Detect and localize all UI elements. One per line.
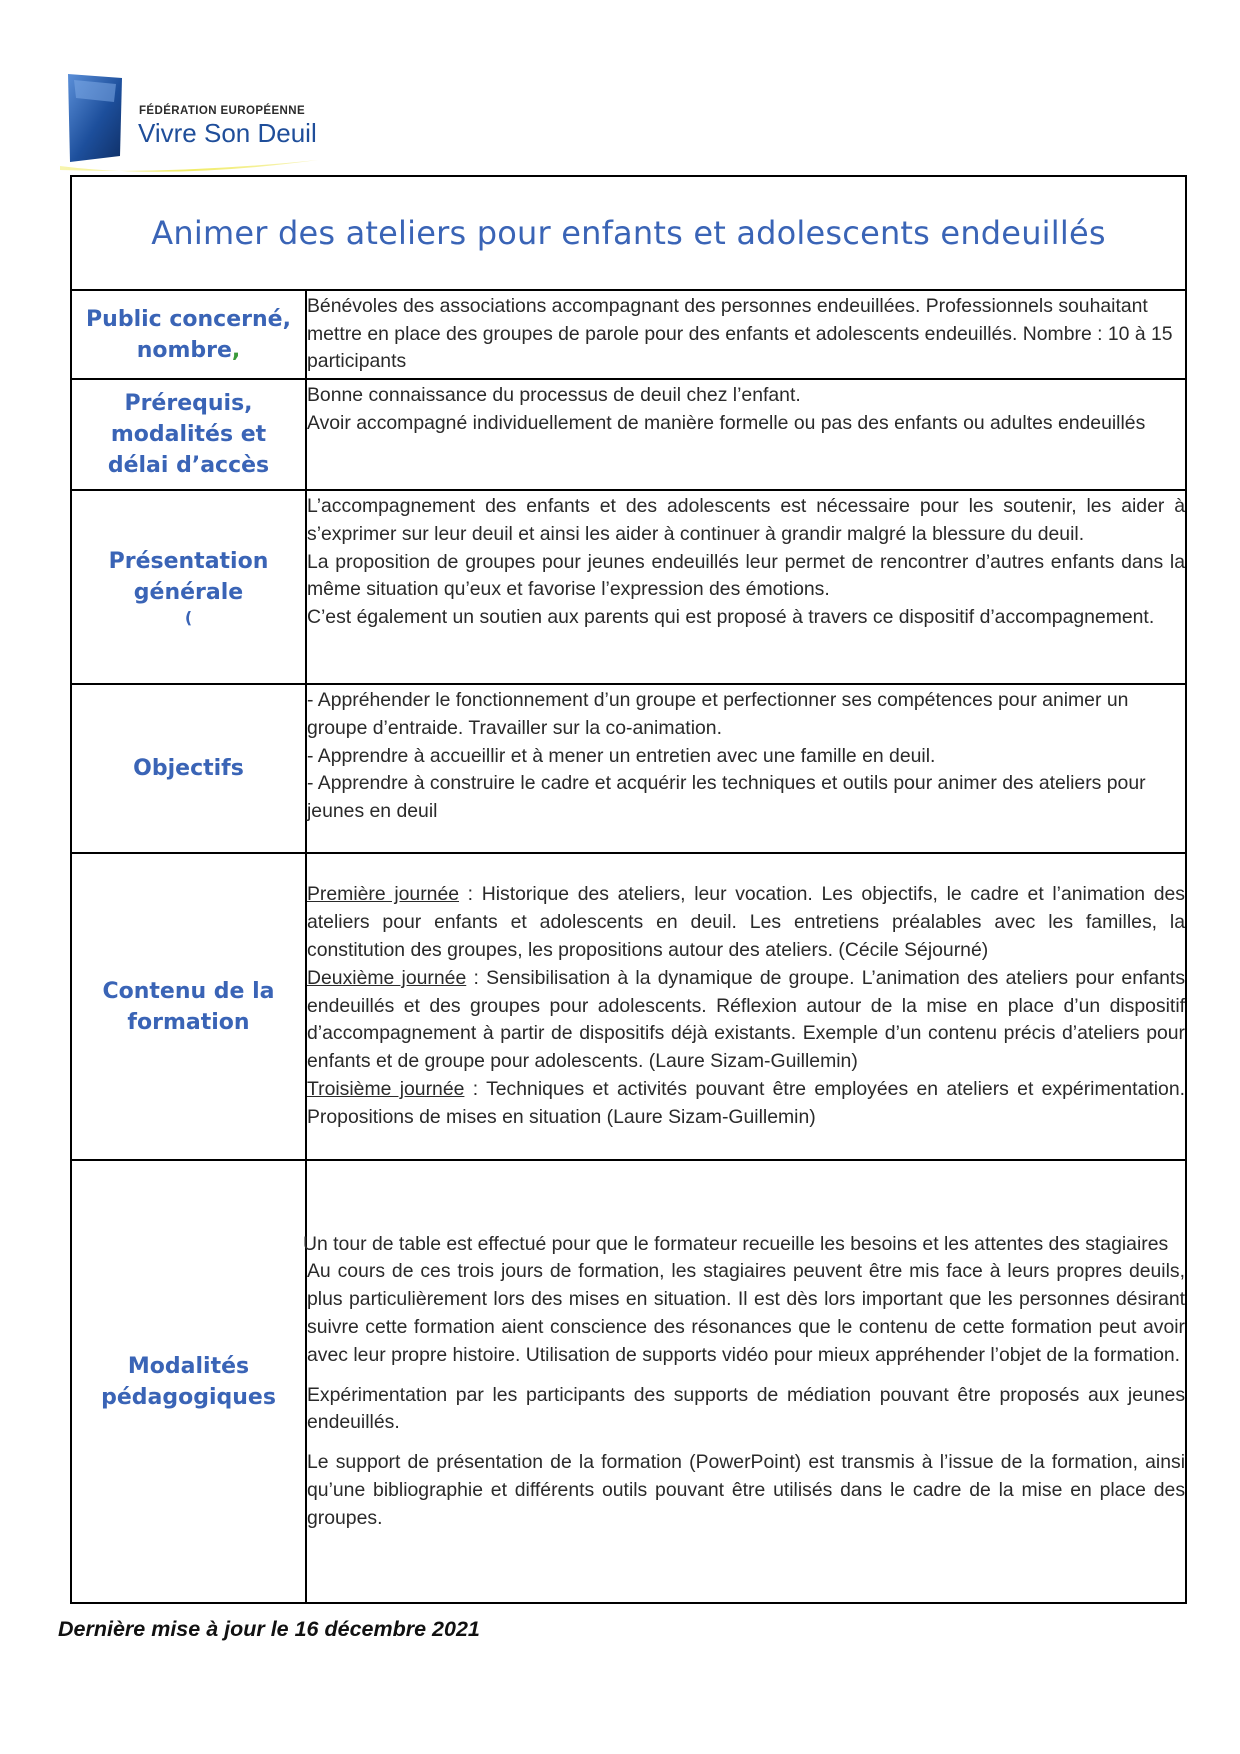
logo-org-text: FÉDÉRATION EUROPÉENNE: [139, 105, 306, 117]
objectif-item-3: - Apprendre à construire le cadre et acquérir les techniques et outils pour animer des ateliers pour jeunes en deuil: [307, 772, 1146, 823]
presentation-para-2: La proposition de groupes pour jeunes endeuillés leur permet de rencontrer d’autres enfants dans la même situation qu’eux et favorise l’expression des émotions.: [307, 550, 1186, 601]
row-text-public: Bénévoles des associations accompagnant des personnes endeuillées. Professionnels souhaitant mettre en place des groupes de parole pour des enfants et adolescents endeuillés. Nombre : 10 à 15 participants: [307, 294, 1173, 373]
presentation-para-1: L’accompagnement des enfants et des adolescents est nécessaire pour les soutenir, les aider à s’exprimer sur leur deuil et ainsi les aider à continuer à grandir malgré la blessure du deuil.: [307, 495, 1186, 545]
modalites-para-3: Expérimentation par les participants des supports de médiation pouvant être proposés aux jeunes endeuillés.: [307, 1383, 1186, 1434]
row-label-modalites: Modalités pédagogiques: [101, 1353, 276, 1410]
page-title: Animer des ateliers pour enfants et adolescents endeuillés: [151, 214, 1106, 252]
row-presentation: [71, 490, 1186, 684]
row-contenu: [71, 853, 1186, 1160]
modalites-para-1: Un tour de table est effectué pour que le formateur recueille les besoins et les attentes des stagiaires: [303, 1232, 1169, 1255]
row-label-public: Public concerné, nombre,: [86, 306, 291, 363]
objectif-item-2: - Apprendre à accueillir et à mener un entretien avec une famille en deuil.: [307, 744, 936, 767]
prerequis-line-2: Avoir accompagné individuellement de manière formelle ou pas des enfants ou adultes endeuillés: [307, 411, 1146, 434]
day-3-title: Troisième journée: [307, 1077, 465, 1100]
row-label-objectifs: Objectifs: [133, 756, 244, 781]
row-public: [71, 290, 1186, 379]
prerequis-line-1: Bonne connaissance du processus de deuil chez l’enfant.: [307, 384, 801, 406]
logo-name-text: Vivre Son Deuil: [138, 118, 317, 148]
organization-logo: [60, 72, 340, 182]
contenu-day-1: Première journée : Historique des ateliers, leur vocation. Les objectifs, le cadre et l’animation des ateliers pour enfants et adolescents en deuil. Les entretiens préalables avec les familles, la constitution des groupes, les propositions autour des ateliers. (Cécile Séjourné): [307, 883, 1186, 961]
row-label-presentation: Présentation générale: [108, 549, 269, 605]
day-2-title: Deuxième journée: [307, 966, 467, 989]
objectif-item-1: - Appréhender le fonctionnement d’un groupe et perfectionner ses compétences pour animer un groupe d’entraide. Travailler sur la co-animation.: [307, 689, 1129, 739]
day-1-title: Première journée: [307, 883, 460, 906]
row-objectifs: [71, 684, 1186, 853]
last-update-note: Dernière mise à jour le 16 décembre 2021: [58, 1617, 480, 1641]
row-label-prerequis: Prérequis, modalités et délai d’accès: [107, 391, 270, 478]
row-modalites: [71, 1160, 1186, 1603]
row-prerequis: [71, 379, 1186, 490]
contenu-day-2: Deuxième journée : Sensibilisation à la dynamique de groupe. L’animation des ateliers pour enfants endeuillés et des groupes pour adolescents. Réflexion autour de la mise en place d’un dispositif d’accompagnement à partir de dispositifs déjà existants. Exemple d’un contenu précis d’ateliers pour enfants et de groupe pour adolescents. (Laure Sizam-Guillemin): [307, 966, 1186, 1073]
training-sheet-table: [70, 175, 1187, 1604]
modalites-para-2: Au cours de ces trois jours de formation, les stagiaires peuvent être mis face à leurs propres deuils, plus particulièrement lors des mises en situation. Il est dès lors important que les personnes désirant suivre cette formation aient conscience des résonances que le contenu de cette formation peut avoir avec leur propre histoire. Utilisation de supports vidéo pour mieux appréhender l’objet de la formation.: [307, 1260, 1186, 1366]
row-label-presentation-mark: (: [184, 608, 193, 627]
modalites-para-4: Le support de présentation de la formation (PowerPoint) est transmis à l’issue de la formation, ainsi qu’une bibliographie et différents outils pouvant être utilisés dans le cadre de la mise en place des groupes.: [307, 1451, 1186, 1529]
contenu-day-3: Troisième journée : Techniques et activités pouvant être employées en ateliers et expérimentation. Propositions de mises en situation (Laure Sizam-Guillemin): [307, 1077, 1186, 1128]
row-label-contenu: Contenu de la formation: [102, 978, 275, 1035]
presentation-para-3: C’est également un soutien aux parents qui est proposé à travers ce dispositif d’accompagnement.: [307, 606, 1155, 629]
title-row: [71, 176, 1186, 290]
